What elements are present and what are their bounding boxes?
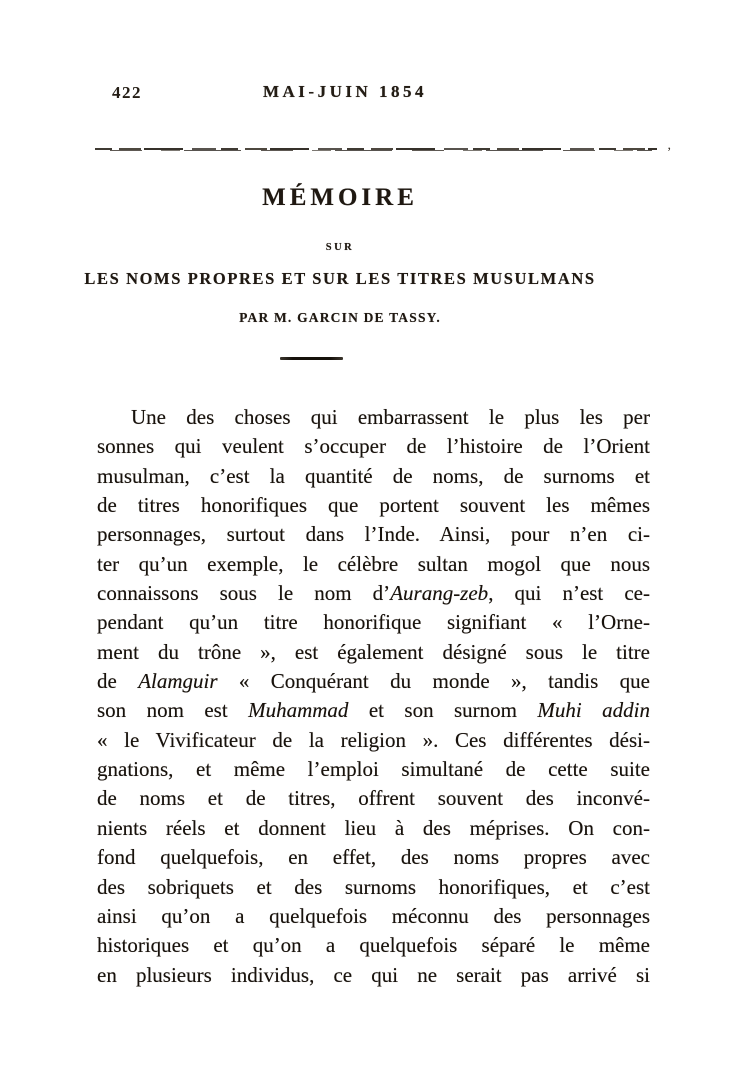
text-line — [97, 784, 650, 813]
text-run: connaissons sous le nom d’ — [97, 581, 391, 606]
text-line — [97, 873, 650, 902]
text-run: gnations, et même l’emploi simultané de cette suite — [97, 757, 650, 782]
text-run: de noms et de titres, offrent souvent des inconvé- — [97, 786, 650, 811]
text-line — [97, 491, 650, 520]
text-run: historiques et qu’on a quelquefois séparé le même — [97, 933, 650, 958]
text-line — [97, 961, 650, 990]
text-line — [97, 403, 650, 432]
text-run: nients réels et donnent lieu à des méprises. On con- — [97, 815, 650, 840]
header-rule-segment — [101, 150, 652, 152]
italic-text-run: Alamguir — [138, 669, 218, 694]
article-body — [97, 403, 650, 990]
text-line — [97, 696, 650, 725]
text-line — [97, 550, 650, 579]
text-line — [97, 814, 650, 843]
article-subject-title: LES NOMS PROPRES ET SUR LES TITRES MUSULMANS — [84, 269, 596, 288]
text-line — [97, 726, 650, 755]
italic-text-run: Muhi addin — [537, 698, 650, 723]
text-run: son nom est — [97, 698, 249, 723]
text-line — [97, 520, 650, 549]
text-line — [97, 608, 650, 637]
text-run: et son surnom — [348, 698, 538, 723]
text-run: « le Vivificateur de la religion ». Ces différentes dési- — [97, 727, 650, 752]
text-line — [97, 902, 650, 931]
text-line — [97, 755, 650, 784]
text-line — [97, 432, 650, 461]
text-line — [97, 579, 650, 608]
text-run: ter qu’un exemple, le célèbre sultan mogol que nous — [97, 551, 650, 576]
text-run: , qui n’est ce- — [488, 581, 650, 606]
text-run: en plusieurs individus, ce qui ne serait pas arrivé si — [97, 962, 650, 987]
italic-text-run: Muhammad — [248, 698, 349, 723]
text-run: sonnes qui veulent s’occuper de l’histoire de l’Orient — [97, 434, 650, 459]
text-run: ainsi qu’on a quelquefois méconnu des personnages — [97, 903, 650, 928]
text-line — [97, 931, 650, 960]
text-run: pendant qu’un titre honorifique signifiant « l’Orne- — [97, 610, 650, 635]
text-line — [97, 638, 650, 667]
section-divider-rule — [280, 357, 343, 360]
header-rule — [95, 147, 657, 152]
text-run: Une des choses qui embarrassent le plus les per — [131, 405, 650, 429]
text-run: « Conquérant du monde », tandis que — [217, 669, 650, 694]
article-title-connector: SUR — [325, 242, 355, 253]
article-byline: PAR M. GARCIN DE TASSY. — [239, 310, 441, 325]
italic-text-run: Aurang-zeb — [390, 581, 489, 606]
text-run: personnages, surtout dans l’Inde. Ainsi, pour n’en ci- — [97, 522, 650, 547]
text-line — [97, 462, 650, 491]
running-header-title: MAI-JUIN 1854 — [262, 82, 428, 101]
page-number: 422 — [112, 83, 142, 102]
text-line — [97, 667, 650, 696]
text-run: musulman, c’est la quantité de noms, de surnoms et — [97, 463, 650, 488]
text-run: des sobriquets et des surnoms honorifiques, et c’est — [97, 874, 650, 899]
article-title: MÉMOIRE — [262, 184, 418, 211]
text-run: de — [97, 669, 139, 694]
text-run: de titres honorifiques que portent souvent les mêmes — [97, 493, 650, 518]
text-line — [97, 843, 650, 872]
text-run: fond quelquefois, en effet, des noms propres avec — [97, 845, 650, 870]
text-run: ment du trône », est également désigné sous le titre — [97, 639, 650, 664]
